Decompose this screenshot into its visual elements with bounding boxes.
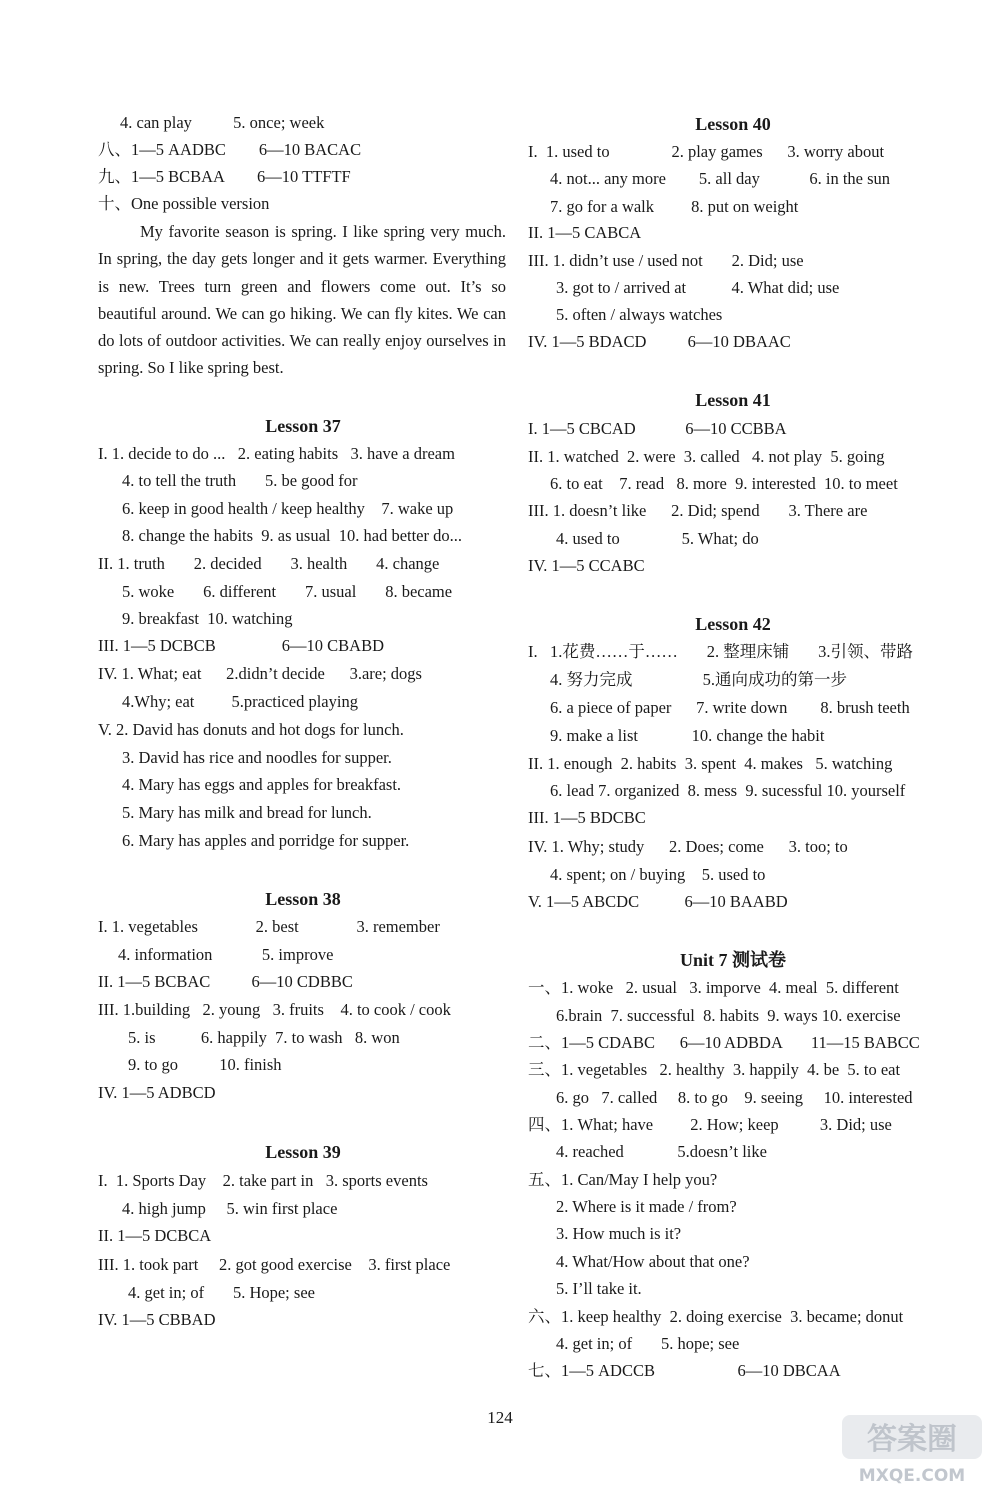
svg-text:MXQE.COM: MXQE.COM (858, 1466, 966, 1486)
text-line: 4. get in; of 5. Hope; see (128, 1283, 315, 1302)
text-line: 6. lead 7. organized 8. mess 9. sucessful 10. yourself (550, 781, 906, 800)
text-line: I. 1. Sports Day 2. take part in 3. sports events (98, 1171, 428, 1190)
text-line: 八、1—5 AADBC 6—10 BACAC (98, 140, 362, 159)
text-line: I. 1.花费……于…… 2. 整理床铺 3.引领、带路 (528, 642, 913, 661)
text-line: 4. used to 5. What; do (556, 529, 759, 548)
watermark-graphic (838, 1409, 988, 1489)
text-line: 5. I’ll take it. (556, 1279, 642, 1298)
text-line: II. 1. enough 2. habits 3. spent 4. makes 5. watching (528, 754, 893, 773)
text-line: 4. What/How about that one? (556, 1252, 750, 1271)
text-line: 6. a piece of paper 7. write down 8. brush teeth (550, 698, 910, 717)
text-line: 六、1. keep healthy 2. doing exercise 3. became; donut (528, 1307, 904, 1326)
watermark-logo (838, 1409, 988, 1489)
text-line: III. 1.building 2. young 3. fruits 4. to cook / cook (98, 1000, 451, 1019)
text-line: 5. is 6. happily 7. to wash 8. won (128, 1028, 400, 1047)
text-line: 6. to eat 7. read 8. more 9. interested 10. to meet (550, 474, 898, 493)
text-line: III. 1. doesn’t like 2. Did; spend 3. There are (528, 501, 868, 520)
text-line: III. 1. didn’t use / used not 2. Did; use (528, 251, 804, 270)
text-line: III. 1—5 BDCBC (528, 808, 646, 827)
text-line: 四、1. What; have 2. How; keep 3. Did; use (528, 1115, 892, 1134)
text-line: 6. Mary has apples and porridge for supper. (122, 831, 410, 850)
lesson-41-title: Lesson 41 (695, 390, 771, 410)
text-line: III. 1—5 DCBCB 6—10 CBABD (98, 636, 385, 655)
text-line: I. 1. decide to do ... 2. eating habits 3. have a dream (98, 444, 455, 463)
text-line: II. 1—5 BCBAC 6—10 CDBBC (98, 972, 353, 991)
text-line: 4. to tell the truth 5. be good for (122, 471, 358, 490)
text-line: 4.Why; eat 5.practiced playing (122, 692, 358, 711)
right-column (528, 0, 948, 1420)
text-line: 4. high jump 5. win first place (122, 1199, 338, 1218)
text-line: I. 1. used to 2. play games 3. worry about (528, 142, 885, 161)
text-line: 九、1—5 BCBAA 6—10 TTFTF (98, 167, 351, 186)
lesson-40-title: Lesson 40 (695, 114, 771, 134)
text-line: III. 1. took part 2. got good exercise 3. first place (98, 1255, 451, 1274)
text-line: 4. Mary has eggs and apples for breakfast. (122, 775, 402, 794)
text-line: II. 1. watched 2. were 3. called 4. not play 5. going (528, 447, 885, 466)
text-line: 4. 努力完成 5.通向成功的第一步 (550, 670, 847, 689)
text-line: 4. spent; on / buying 5. used to (550, 865, 766, 884)
text-line: 6. keep in good health / keep healthy 7. wake up (122, 499, 454, 518)
text-line: II. 1—5 DCBCA (98, 1226, 212, 1245)
text-line: 5. often / always watches (556, 305, 723, 324)
text-line: 2. Where is it made / from? (556, 1197, 737, 1216)
lesson-42-title: Lesson 42 (695, 614, 771, 634)
sample-essay: My favorite season is spring. I like spring very much. In spring, the day gets longer and it gets warmer. Everything is new. Trees turn green and flowers come out. It’s so beautiful around. We can go hiking. We can fly kites. We can do lots of outdoor activities. We can really enjoy ourselves in spring. So I like spring best. (98, 222, 506, 378)
text-line: 三、1. vegetables 2. healthy 3. happily 4. be 5. to eat (528, 1060, 901, 1079)
lesson-38-title: Lesson 38 (265, 889, 341, 909)
text-line: I. 1. vegetables 2. best 3. remember (98, 917, 440, 936)
unit-7-test-title: Unit 7 测试卷 (679, 950, 786, 970)
lesson-37-title: Lesson 37 (265, 416, 341, 436)
text-line: 9. breakfast 10. watching (122, 609, 293, 628)
text-line: 6.brain 7. successful 8. habits 9. ways 10. exercise (556, 1006, 901, 1025)
text-line: 4. not... any more 5. all day 6. in the sun (550, 169, 891, 188)
lesson-39-title: Lesson 39 (265, 1142, 341, 1162)
text-line: 3. How much is it? (556, 1224, 682, 1243)
left-column (98, 0, 518, 1420)
text-line: 4. reached 5.doesn’t like (556, 1142, 767, 1161)
text-line: IV. 1—5 ADBCD (98, 1083, 216, 1102)
text-line: 4. get in; of 5. hope; see (556, 1334, 740, 1353)
text-line: 4. information 5. improve (118, 945, 334, 964)
text-line: 5. woke 6. different 7. usual 8. became (122, 582, 453, 601)
text-line: I. 1—5 CBCAD 6—10 CCBBA (528, 419, 787, 438)
text-line: 5. Mary has milk and bread for lunch. (122, 803, 372, 822)
text-line: II. 1—5 CABCA (528, 223, 642, 242)
text-line: 十、One possible version (98, 194, 270, 213)
text-line: 6. go 7. called 8. to go 9. seeing 10. interested (556, 1088, 913, 1107)
text-line: 7. go for a walk 8. put on weight (550, 197, 799, 216)
text-line: 3. got to / arrived at 4. What did; use (556, 278, 840, 297)
text-line: 4. can play 5. once; week (120, 113, 325, 132)
text-line: 七、1—5 ADCCB 6—10 DBCAA (528, 1361, 841, 1380)
text-line: 8. change the habits 9. as usual 10. had better do... (122, 526, 462, 545)
text-line: IV. 1—5 CBBAD (98, 1310, 216, 1329)
text-line: 一、1. woke 2. usual 3. imporve 4. meal 5. different (528, 978, 899, 997)
text-line: V. 1—5 ABCDC 6—10 BAABD (528, 892, 788, 911)
text-line: 二、1—5 CDABC 6—10 ADBDA 11—15 BABCC (528, 1033, 920, 1052)
text-line: 9. make a list 10. change the habit (550, 726, 825, 745)
text-line: 9. to go 10. finish (128, 1055, 282, 1074)
text-line: IV. 1. Why; study 2. Does; come 3. too; to (528, 837, 848, 856)
text-line: IV. 1. What; eat 2.didn’t decide 3.are; dogs (98, 664, 422, 683)
text-line: IV. 1—5 CCABC (528, 556, 645, 575)
page-number: 124 (487, 1408, 513, 1427)
text-line: IV. 1—5 BDACD 6—10 DBAAC (528, 332, 791, 351)
svg-text:答案圈: 答案圈 (867, 1422, 957, 1457)
text-line: 五、1. Can/May I help you? (528, 1170, 718, 1189)
text-line: II. 1. truth 2. decided 3. health 4. change (98, 554, 440, 573)
text-line: 3. David has rice and noodles for supper. (122, 748, 392, 767)
text-line: V. 2. David has donuts and hot dogs for lunch. (98, 720, 404, 739)
